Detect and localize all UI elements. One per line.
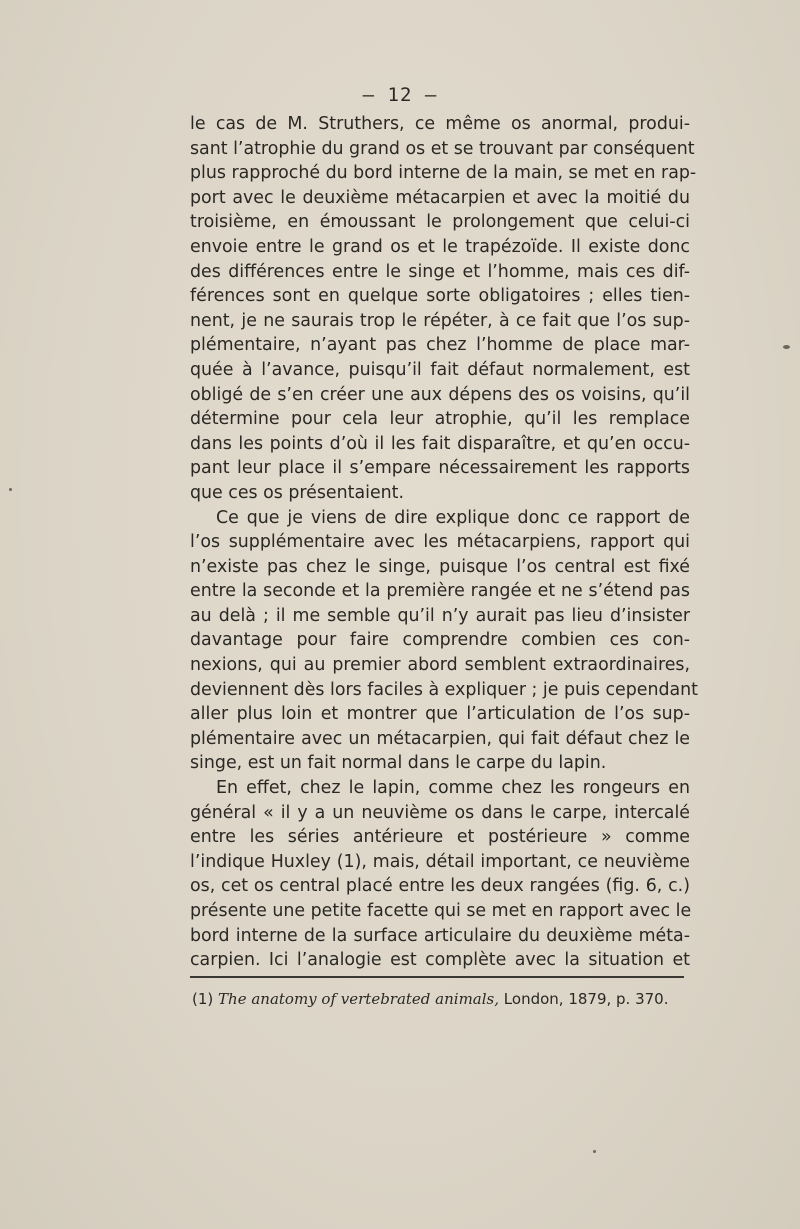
text-line: troisième, en émoussant le prolongement que celui-ci bbox=[190, 212, 690, 233]
paper-speck bbox=[593, 1150, 596, 1153]
text-line: plémentaire avec un métacarpien, qui fait défaut chez le bbox=[190, 728, 690, 749]
text-line: nexions, qui au premier abord semblent extraordinaires, bbox=[190, 655, 690, 676]
text-line: bord interne de la surface articulaire du deuxième méta- bbox=[190, 925, 690, 946]
text-line: détermine pour cela leur atrophie, qu’il les remplace bbox=[190, 409, 690, 430]
text-line: port avec le deuxième métacarpien et avec la moitié du bbox=[190, 187, 690, 208]
paper-speck bbox=[783, 345, 790, 349]
footnote-citation: London, 1879, p. 370. bbox=[503, 990, 669, 1008]
text-line: deviennent dès lors faciles à expliquer ; je puis cependant bbox=[190, 679, 698, 700]
text-line: au delà ; il me semble qu’il n’y aurait pas lieu d’insister bbox=[190, 605, 690, 626]
text-line: pant leur place il s’empare nécessairement les rapports bbox=[190, 458, 690, 479]
text-line: l’os supplémentaire avec les métacarpiens, rapport qui bbox=[190, 532, 690, 553]
text-line: n’existe pas chez le singe, puisque l’os central est fixé bbox=[190, 556, 690, 577]
text-line: singe, est un fait normal dans le carpe du lapin. bbox=[190, 753, 607, 774]
text-line: aller plus loin et montrer que l’articulation de l’os sup- bbox=[190, 704, 690, 725]
text-line: que ces os présentaient. bbox=[190, 482, 405, 503]
footnote-title: The anatomy of vertebrated animals, bbox=[218, 990, 500, 1008]
text-line: os, cet os central placé entre les deux rangées (fig. 6, c.) bbox=[190, 876, 690, 897]
text-line: l’indique Huxley (1), mais, détail important, ce neuvième bbox=[190, 851, 690, 872]
text-line: carpien. Ici l’analogie est complète avec la situation et bbox=[190, 950, 690, 971]
text-line: des différences entre le singe et l’homme, mais ces dif- bbox=[190, 261, 690, 282]
text-line: davantage pour faire comprendre combien ces con- bbox=[190, 630, 690, 651]
paragraph-start-line: Ce que je viens de dire explique donc ce rapport de bbox=[216, 507, 690, 528]
text-line: férences sont en quelque sorte obligatoires ; elles tien- bbox=[190, 286, 690, 307]
text-line: entre les séries antérieure et postérieure » comme bbox=[190, 827, 690, 848]
text-line: général « il y a un neuvième os dans le carpe, intercalé bbox=[190, 802, 690, 823]
paper-speck bbox=[9, 488, 12, 491]
text-line: obligé de s’en créer une aux dépens des os voisins, qu’il bbox=[190, 384, 690, 405]
body-text bbox=[190, 112, 698, 973]
footnote-rule bbox=[190, 976, 684, 978]
text-line: plus rapproché du bord interne de la main, se met en rap- bbox=[190, 163, 697, 184]
text-line: le cas de M. Struthers, ce même os anormal, produi- bbox=[190, 114, 690, 134]
text-line: nent, je ne saurais trop le répéter, à ce fait que l’os sup- bbox=[190, 310, 690, 331]
footnote-marker: (1) bbox=[192, 990, 214, 1008]
text-line: dans les points d’où il les fait disparaître, et qu’en occu- bbox=[190, 433, 690, 454]
paragraph-start-line: En effet, chez le lapin, comme chez les rongeurs en bbox=[216, 778, 690, 799]
text-line: entre la seconde et la première rangée et ne s’étend pas bbox=[190, 581, 690, 602]
footnote bbox=[192, 990, 686, 1008]
text-line: envoie entre le grand os et le trapézoïde. Il existe donc bbox=[190, 236, 690, 257]
text-line: quée à l’avance, puisqu’il fait défaut normalement, est bbox=[190, 359, 690, 380]
page-number: — 12 — bbox=[362, 84, 438, 106]
text-line: plémentaire, n’ayant pas chez l’homme de place mar- bbox=[190, 335, 690, 356]
text-line: présente une petite facette qui se met en rapport avec le bbox=[190, 901, 692, 921]
text-line: sant l’atrophie du grand os et se trouvant par conséquent bbox=[190, 138, 695, 159]
